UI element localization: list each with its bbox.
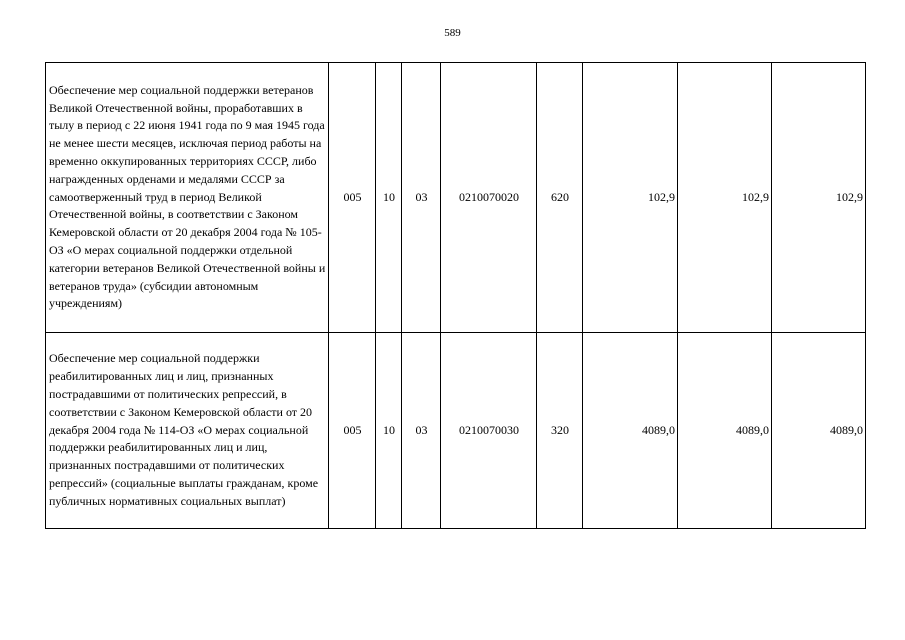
amount-cell-3: 102,9 [772,63,866,333]
table-row [46,63,866,333]
page-number: 589 [444,27,461,39]
ministry-code-cell: 005 [329,333,376,529]
section-code-cell: 10 [376,333,402,529]
amount-cell-2: 4089,0 [678,333,772,529]
amount-cell-1: 102,9 [583,63,678,333]
budget-table [45,62,866,529]
subsection-code-cell: 03 [402,63,441,333]
subsection-code-cell: 03 [402,333,441,529]
target-article-cell: 0210070030 [441,333,537,529]
amount-cell-3: 4089,0 [772,333,866,529]
table-row [46,333,866,529]
section-code-cell: 10 [376,63,402,333]
row-description: Обеспечение мер социальной поддержки ветеранов Великой Отечественной войны, проработавших в тылу в период с 22 июня 1941 года по 9 мая 1945 года не менее шести месяцев, исключая период работы на временно оккупированных территориях СССР, либо награжденных орденами и медалями СССР за самоотверженный труд в период Великой Отечественной войны, в соответствии с Законом Кемеровской области от 20 декабря 2004 года № 105-ОЗ «О мерах социальной поддержки отдельной категории ветеранов Великой Отечественной войны и ветеранов труда» (субсидии автономным учреждениям) [46,63,329,333]
amount-cell-1: 4089,0 [583,333,678,529]
target-article-cell: 0210070020 [441,63,537,333]
ministry-code-cell: 005 [329,63,376,333]
expense-type-cell: 320 [537,333,583,529]
expense-type-cell: 620 [537,63,583,333]
row-description: Обеспечение мер социальной поддержки реабилитированных лиц и лиц, признанных пострадавшими от политических репрессий, в соответствии с Законом Кемеровской области от 20 декабря 2004 года № 114-ОЗ «О мерах социальной поддержки реабилитированных лиц и лиц, признанных пострадавшими от политических репрессий» (социальные выплаты гражданам, кроме публичных нормативных социальных выплат) [46,333,329,529]
amount-cell-2: 102,9 [678,63,772,333]
